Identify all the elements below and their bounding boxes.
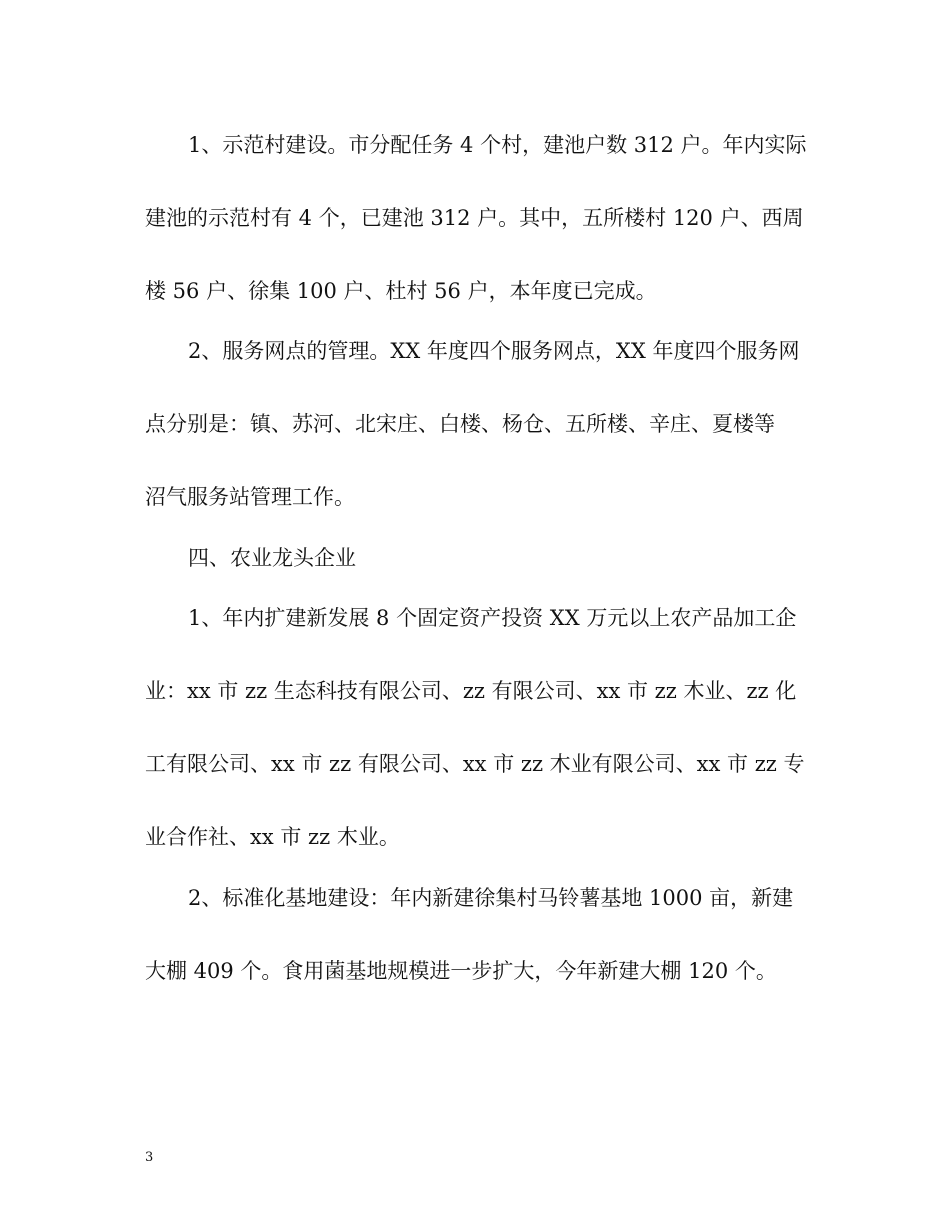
paragraph-3-line-1: 1、年内扩建新发展 8 个固定资产投资 XX 万元以上农产品加工企 [188,606,797,630]
paragraph-4-line-1: 2、标准化基地建设：年内新建徐集村马铃薯基地 1000 亩，新建 [188,886,794,910]
paragraph-2-line-1: 2、服务网点的管理。XX 年度四个服务网点，XX 年度四个服务网 [188,339,800,363]
paragraph-1-line-1: 1、示范村建设。市分配任务 4 个村，建池户数 312 户。年内实际 [188,133,807,157]
paragraph-3-line-4: 业合作社、xx 市 zz 木业。 [145,825,400,849]
paragraph-3-line-3: 工有限公司、xx 市 zz 有限公司、xx 市 zz 木业有限公司、xx 市 zz 专 [145,752,805,776]
paragraph-1-line-3: 楼 56 户、徐集 100 户、杜村 56 户，本年度已完成。 [145,279,657,303]
paragraph-1-line-2: 建池的示范村有 4 个，已建池 312 户。其中，五所楼村 120 户、西周 [145,206,804,230]
paragraph-3-line-2: 业：xx 市 zz 生态科技有限公司、zz 有限公司、xx 市 zz 木业、zz 化 [145,679,797,703]
paragraph-2-line-3: 沼气服务站管理工作。 [145,485,355,509]
paragraph-2-line-2: 点分别是：镇、苏河、北宋庄、白楼、杨仓、五所楼、辛庄、夏楼等 [145,412,775,436]
section-heading: 四、农业龙头企业 [188,546,356,570]
paragraph-4-line-2: 大棚 409 个。食用菌基地规模进一步扩大，今年新建大棚 120 个。 [145,959,777,983]
page-number: 3 [145,1150,154,1165]
